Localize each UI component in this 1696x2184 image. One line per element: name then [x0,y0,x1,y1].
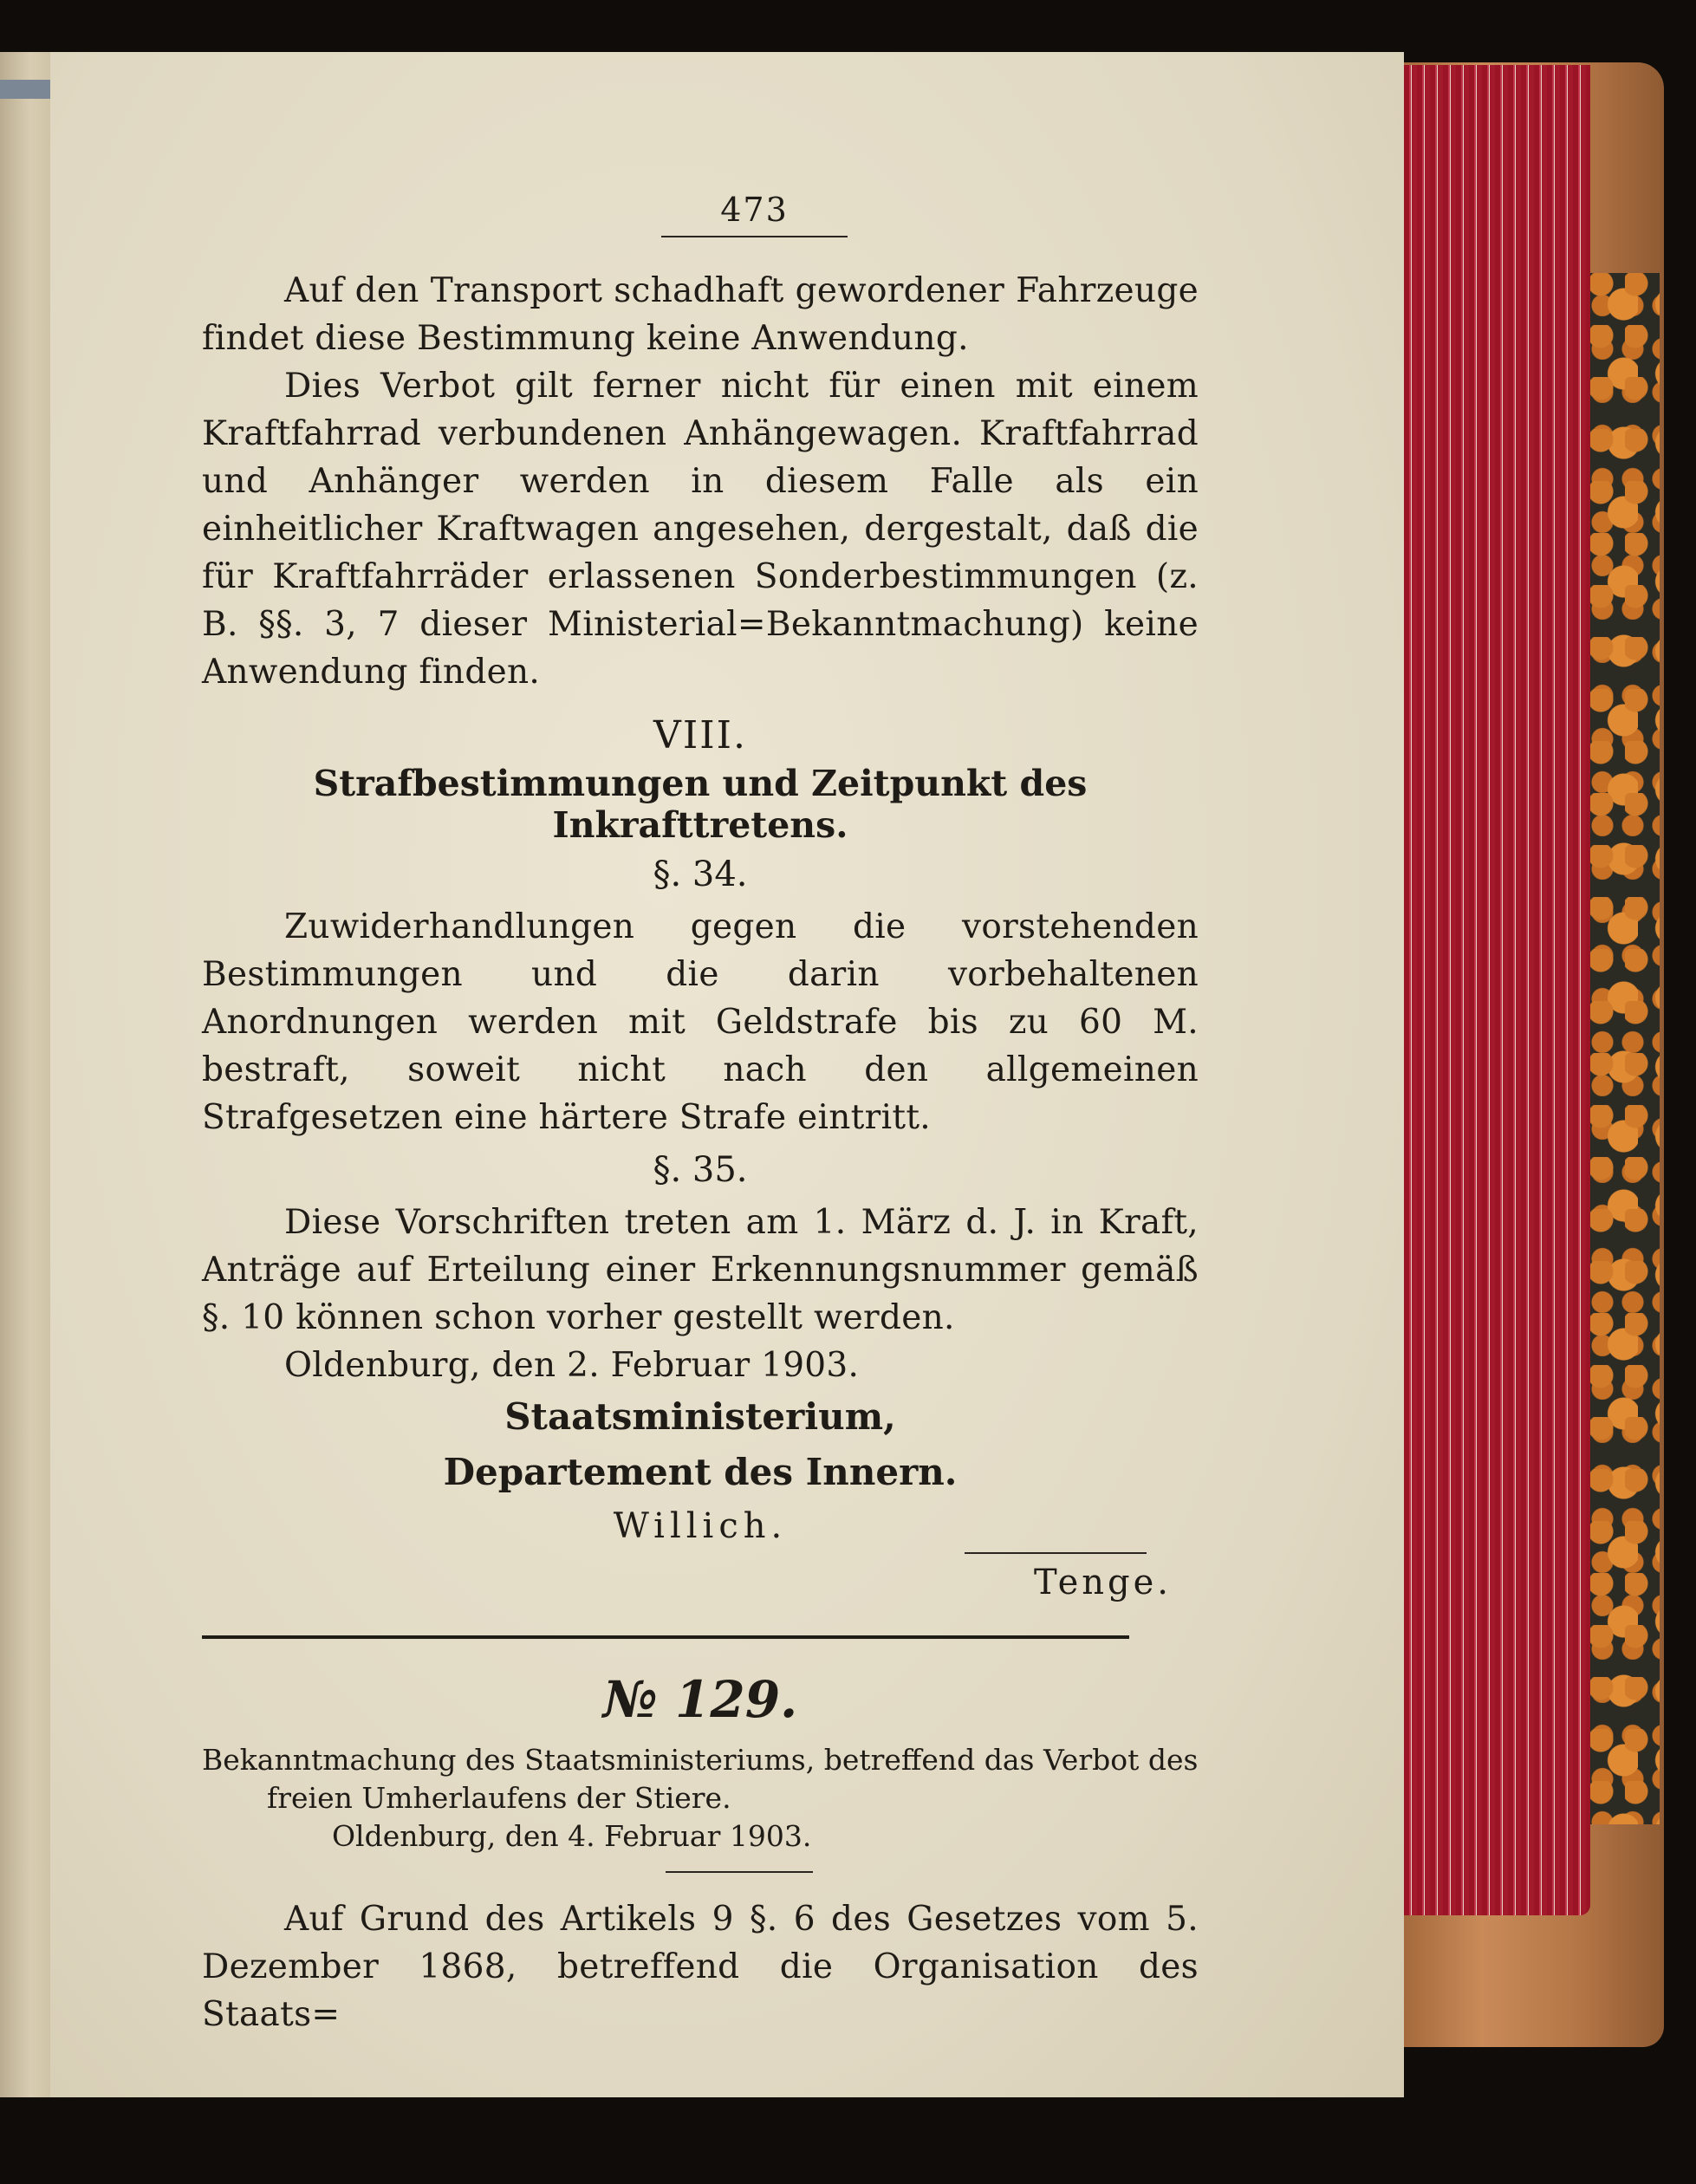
page-number: 473 [661,191,848,237]
page-edges [1404,65,1590,1915]
notice-number: № 129. [602,1670,798,1729]
paragraph-35-number: §. 35. [653,1150,748,1190]
section-roman: VIII. [653,713,747,757]
notice-title-line-1: Bekanntmachung des Staatsministeriums, betreffend das Verbot des [202,1743,1199,1777]
paragraph-34-text: Zuwiderhandlungen gegen die vorstehenden Bestimmungen und die darin vorbehaltenen Anordnungen werden mit Geldstrafe bis zu 60 M. bestraft, soweit nicht nach den allgemeinen Strafgesetzen eine härtere Strafe eintritt. [202,907,1199,1137]
page-content [202,191,1199,2038]
countersignature-block [202,1552,1199,1613]
section-title: Strafbestimmungen und Zeitpunkt des Inkrafttretens. [313,763,1088,846]
page [50,52,1404,2097]
authority-line-2: Departement des Innern. [443,1451,958,1493]
signature: Willich. [613,1506,788,1546]
paragraph-35-text: Diese Vorschriften treten am 1. März d. J. in Kraft, Anträge auf Erteilung einer Erkennungsnummer gemäß §. 10 können schon vorher gestellt werden. [202,1203,1199,1337]
countersignature-rule [965,1552,1147,1554]
left-page-edge [0,52,52,2097]
intro-paragraph-1: Auf den Transport schadhaft gewordener Fahrzeuge findet diese Bestimmung keine Anwendung. [202,271,1199,358]
notice-divider [666,1871,813,1873]
closing-text: Auf Grund des Artikels 9 §. 6 des Gesetzes vom 5. Dezember 1868, betreffend die Organisation des Staats= [202,1900,1199,2034]
notice-title-line-2: freien Umherlaufens der Stiere. [267,1781,731,1815]
authority-line-1: Staatsministerium, [504,1395,896,1438]
countersignature: Tenge. [1034,1563,1172,1602]
paragraph-34-number: §. 34. [653,855,748,894]
marbled-board [1590,273,1660,1824]
place-date: Oldenburg, den 2. Februar 1903. [284,1346,860,1385]
left-page-shadow [0,80,50,99]
section-divider [202,1635,1129,1639]
intro-paragraph-2: Dies Verbot gilt ferner nicht für einen mit einem Kraftfahrrad verbundenen Anhängewagen. Kraftfahrrad und Anhänger werden in diesem Falle als ein einheitlicher Kraftwagen angesehen, dergestalt, daß die für Kraftfahrräder erlassenen Sonderbestimmungen (z. B. §§. 3, 7 dieser Ministerial=Bekanntmachung) keine Anwendung finden. [202,367,1199,692]
notice-place-date: Oldenburg, den 4. Februar 1903. [332,1819,812,1853]
